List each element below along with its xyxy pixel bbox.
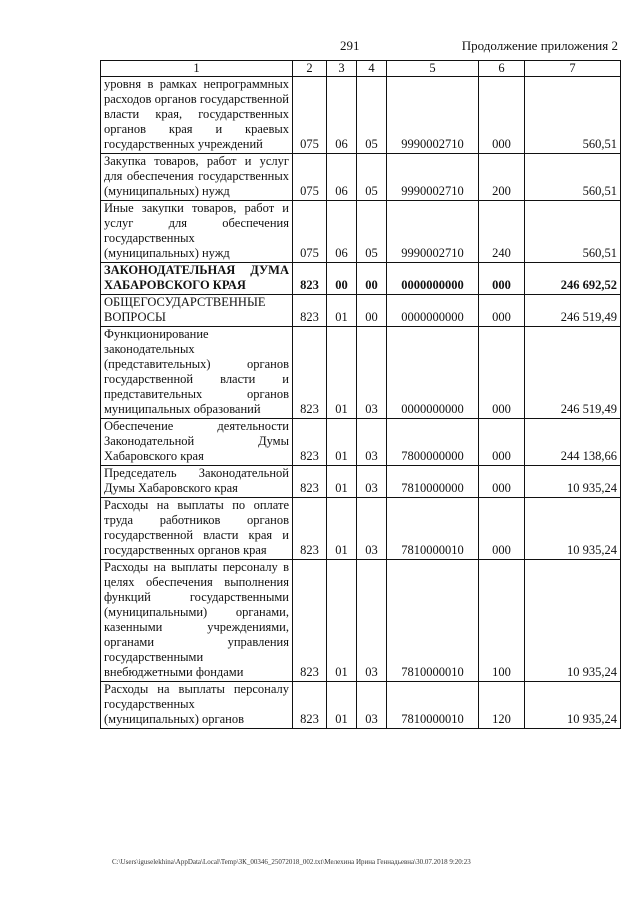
expense-type-cell: 000 — [479, 466, 525, 498]
amount-cell: 10 935,24 — [525, 498, 621, 560]
ministry-code-cell: 823 — [293, 419, 327, 466]
ministry-code-cell: 823 — [293, 327, 327, 419]
ministry-code-cell: 075 — [293, 154, 327, 201]
expense-type-cell: 000 — [479, 327, 525, 419]
target-article-cell: 0000000000 — [387, 295, 479, 327]
subsection-code-cell: 03 — [357, 498, 387, 560]
column-header: 7 — [525, 61, 621, 77]
target-article-cell: 7810000010 — [387, 682, 479, 729]
column-header: 5 — [387, 61, 479, 77]
amount-cell: 560,51 — [525, 77, 621, 154]
subsection-code-cell: 05 — [357, 77, 387, 154]
ministry-code-cell: 823 — [293, 263, 327, 295]
expense-type-cell: 240 — [479, 201, 525, 263]
subsection-code-cell: 03 — [357, 466, 387, 498]
expense-type-cell: 000 — [479, 77, 525, 154]
subsection-code-cell: 00 — [357, 263, 387, 295]
page-caption: Продолжение приложения 2 — [461, 38, 618, 53]
target-article-cell: 9990002710 — [387, 154, 479, 201]
ministry-code-cell: 075 — [293, 201, 327, 263]
section-code-cell: 01 — [327, 560, 357, 682]
row-name-cell: Функционирование законодательных (представительных) органов государственной власти и представительных органов муниципальных образований — [101, 327, 293, 419]
target-article-cell: 7810000010 — [387, 498, 479, 560]
table-row — [101, 419, 621, 466]
ministry-code-cell: 075 — [293, 77, 327, 154]
ministry-code-cell: 823 — [293, 682, 327, 729]
table-row — [101, 295, 621, 327]
amount-cell: 10 935,24 — [525, 560, 621, 682]
amount-cell: 244 138,66 — [525, 419, 621, 466]
section-code-cell: 01 — [327, 295, 357, 327]
row-name-cell: Иные закупки товаров, работ и услуг для обеспечения государственных (муниципальных) нужд — [101, 201, 293, 263]
amount-cell: 560,51 — [525, 201, 621, 263]
target-article-cell: 7810000000 — [387, 466, 479, 498]
table-row — [101, 466, 621, 498]
budget-table — [100, 60, 621, 729]
table-row — [101, 560, 621, 682]
table-row — [101, 263, 621, 295]
expense-type-cell: 000 — [479, 263, 525, 295]
section-code-cell: 01 — [327, 419, 357, 466]
table-row — [101, 498, 621, 560]
amount-cell: 560,51 — [525, 154, 621, 201]
subsection-code-cell: 03 — [357, 560, 387, 682]
column-header: 2 — [293, 61, 327, 77]
file-path-footer: C:\Users\iguselekhina\AppData\Local\Temp\ЗК_00346_25072018_002.txt\Мелехина Ирина Геннадьевна\30.07.2018 9:20:23 — [112, 858, 471, 866]
row-name-cell: Председатель Законодательной Думы Хабаровского края — [101, 466, 293, 498]
target-article-cell: 0000000000 — [387, 327, 479, 419]
section-code-cell: 01 — [327, 682, 357, 729]
row-name-cell: уровня в рамках непрограммных расходов органов государственной власти края, государственных органов края и краевых государственных учреждений — [101, 77, 293, 154]
section-code-cell: 01 — [327, 498, 357, 560]
expense-type-cell: 000 — [479, 498, 525, 560]
amount-cell: 246 519,49 — [525, 327, 621, 419]
expense-type-cell: 100 — [479, 560, 525, 682]
target-article-cell: 7800000000 — [387, 419, 479, 466]
column-header: 1 — [101, 61, 293, 77]
row-name-cell: Обеспечение деятельности Законодательной Думы Хабаровского края — [101, 419, 293, 466]
column-header: 3 — [327, 61, 357, 77]
row-name-cell: Расходы на выплаты персоналу государственных (муниципальных) органов — [101, 682, 293, 729]
table-row — [101, 327, 621, 419]
subsection-code-cell: 05 — [357, 201, 387, 263]
column-header-row — [101, 61, 621, 77]
subsection-code-cell: 00 — [357, 295, 387, 327]
amount-cell: 246 692,52 — [525, 263, 621, 295]
row-name-cell: ОБЩЕГОСУДАРСТВЕННЫЕ ВОПРОСЫ — [101, 295, 293, 327]
section-code-cell: 00 — [327, 263, 357, 295]
row-name-cell: ЗАКОНОДАТЕЛЬНАЯ ДУМА ХАБАРОВСКОГО КРАЯ — [101, 263, 293, 295]
expense-type-cell: 120 — [479, 682, 525, 729]
subsection-code-cell: 05 — [357, 154, 387, 201]
ministry-code-cell: 823 — [293, 560, 327, 682]
table-row — [101, 201, 621, 263]
column-header: 4 — [357, 61, 387, 77]
row-name-cell: Расходы на выплаты по оплате труда работников органов государственной власти края и государственных органов края — [101, 498, 293, 560]
subsection-code-cell: 03 — [357, 327, 387, 419]
table-row — [101, 682, 621, 729]
row-name-cell: Закупка товаров, работ и услуг для обеспечения государственных (муниципальных) нужд — [101, 154, 293, 201]
ministry-code-cell: 823 — [293, 295, 327, 327]
subsection-code-cell: 03 — [357, 682, 387, 729]
page-number: 291 — [340, 38, 360, 53]
expense-type-cell: 000 — [479, 295, 525, 327]
ministry-code-cell: 823 — [293, 466, 327, 498]
column-header: 6 — [479, 61, 525, 77]
expense-type-cell: 000 — [479, 419, 525, 466]
section-code-cell: 06 — [327, 77, 357, 154]
section-code-cell: 06 — [327, 201, 357, 263]
target-article-cell: 9990002710 — [387, 77, 479, 154]
target-article-cell: 9990002710 — [387, 201, 479, 263]
target-article-cell: 0000000000 — [387, 263, 479, 295]
expense-type-cell: 200 — [479, 154, 525, 201]
amount-cell: 10 935,24 — [525, 682, 621, 729]
table-row — [101, 77, 621, 154]
target-article-cell: 7810000010 — [387, 560, 479, 682]
ministry-code-cell: 823 — [293, 498, 327, 560]
section-code-cell: 01 — [327, 327, 357, 419]
row-name-cell: Расходы на выплаты персоналу в целях обеспечения выполнения функций государственными (муниципальными) органами, казенными учреждениями, органами управления государственными внебюджетными фондами — [101, 560, 293, 682]
table-row — [101, 154, 621, 201]
section-code-cell: 06 — [327, 154, 357, 201]
section-code-cell: 01 — [327, 466, 357, 498]
amount-cell: 10 935,24 — [525, 466, 621, 498]
subsection-code-cell: 03 — [357, 419, 387, 466]
amount-cell: 246 519,49 — [525, 295, 621, 327]
